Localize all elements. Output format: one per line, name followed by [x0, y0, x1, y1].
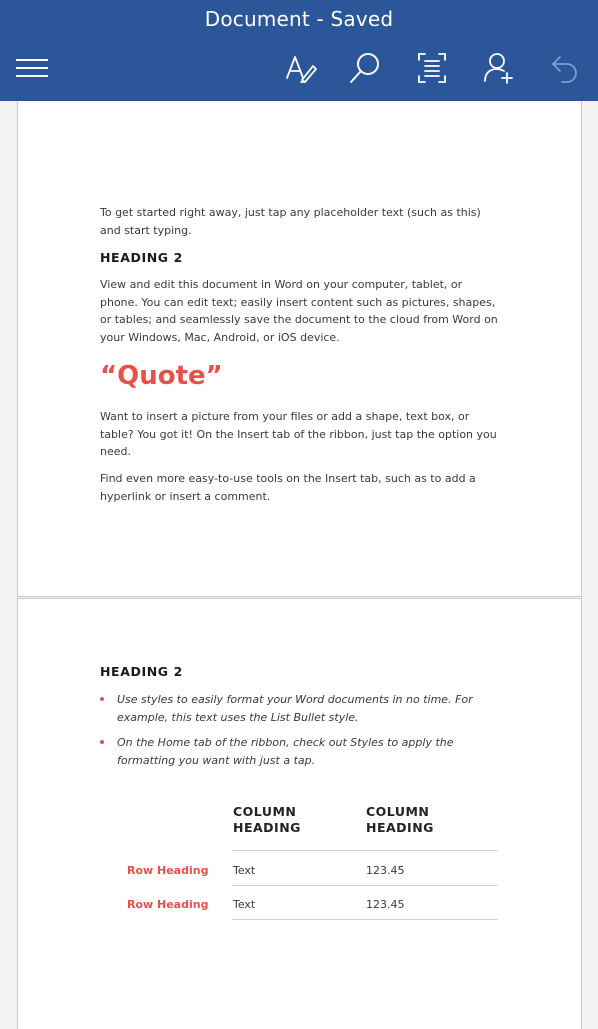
share-person-icon[interactable]: [479, 48, 519, 88]
document-canvas[interactable]: [0, 101, 598, 1023]
app-bar: [0, 0, 598, 101]
table-cell[interactable]: 123.45: [366, 898, 405, 911]
document-page-1[interactable]: [17, 101, 582, 597]
table-divider: [232, 885, 498, 886]
reading-view-icon[interactable]: [412, 48, 452, 88]
quote-text[interactable]: “Quote”: [100, 361, 223, 391]
undo-icon[interactable]: [545, 48, 585, 88]
insert-paragraph[interactable]: Want to insert a picture from your files or add a shape, text box, or table? You got it! On the Insert tab of the ribbon, just tap the option you need.: [100, 410, 497, 458]
tools-paragraph[interactable]: Find even more easy-to-use tools on the Insert tab, such as to add a hyperlink or insert a comment.: [100, 472, 476, 503]
menu-icon[interactable]: [12, 48, 52, 88]
text-format-icon[interactable]: [281, 48, 321, 88]
table-cell[interactable]: Text: [233, 864, 256, 877]
table-divider: [232, 850, 498, 851]
table-column-heading[interactable]: COLUMN HEADING: [233, 804, 301, 835]
search-icon[interactable]: [345, 48, 385, 88]
document-title: Document - Saved: [204, 7, 394, 31]
table-row-heading[interactable]: Row Heading: [127, 864, 209, 877]
list-item-text[interactable]: On the Home tab of the ribbon, check out Styles to apply the formatting you want with just a tap.: [117, 736, 454, 767]
table-divider: [232, 919, 498, 920]
body-paragraph[interactable]: View and edit this document in Word on your computer, tablet, or phone. You can edit text; easily insert content such as pictures, shapes, or tables; and seamlessly save the document to the cloud from Word on your Windows, Mac, Android, or iOS device.: [100, 278, 498, 344]
heading-2[interactable]: HEADING 2: [100, 664, 183, 679]
table-column-heading[interactable]: COLUMN HEADING: [366, 804, 434, 835]
table-cell[interactable]: Text: [233, 898, 256, 911]
intro-paragraph[interactable]: To get started right away, just tap any placeholder text (such as this) and start typing.: [100, 206, 481, 237]
list-item-text[interactable]: Use styles to easily format your Word documents in no time. For example, this text uses the List Bullet style.: [117, 693, 473, 724]
heading-2[interactable]: HEADING 2: [100, 250, 183, 265]
document-page-2[interactable]: [17, 598, 582, 1029]
bullet-icon: [100, 740, 104, 744]
table-row-heading[interactable]: Row Heading: [127, 898, 209, 911]
table-cell[interactable]: 123.45: [366, 864, 405, 877]
bullet-icon: [100, 697, 104, 701]
